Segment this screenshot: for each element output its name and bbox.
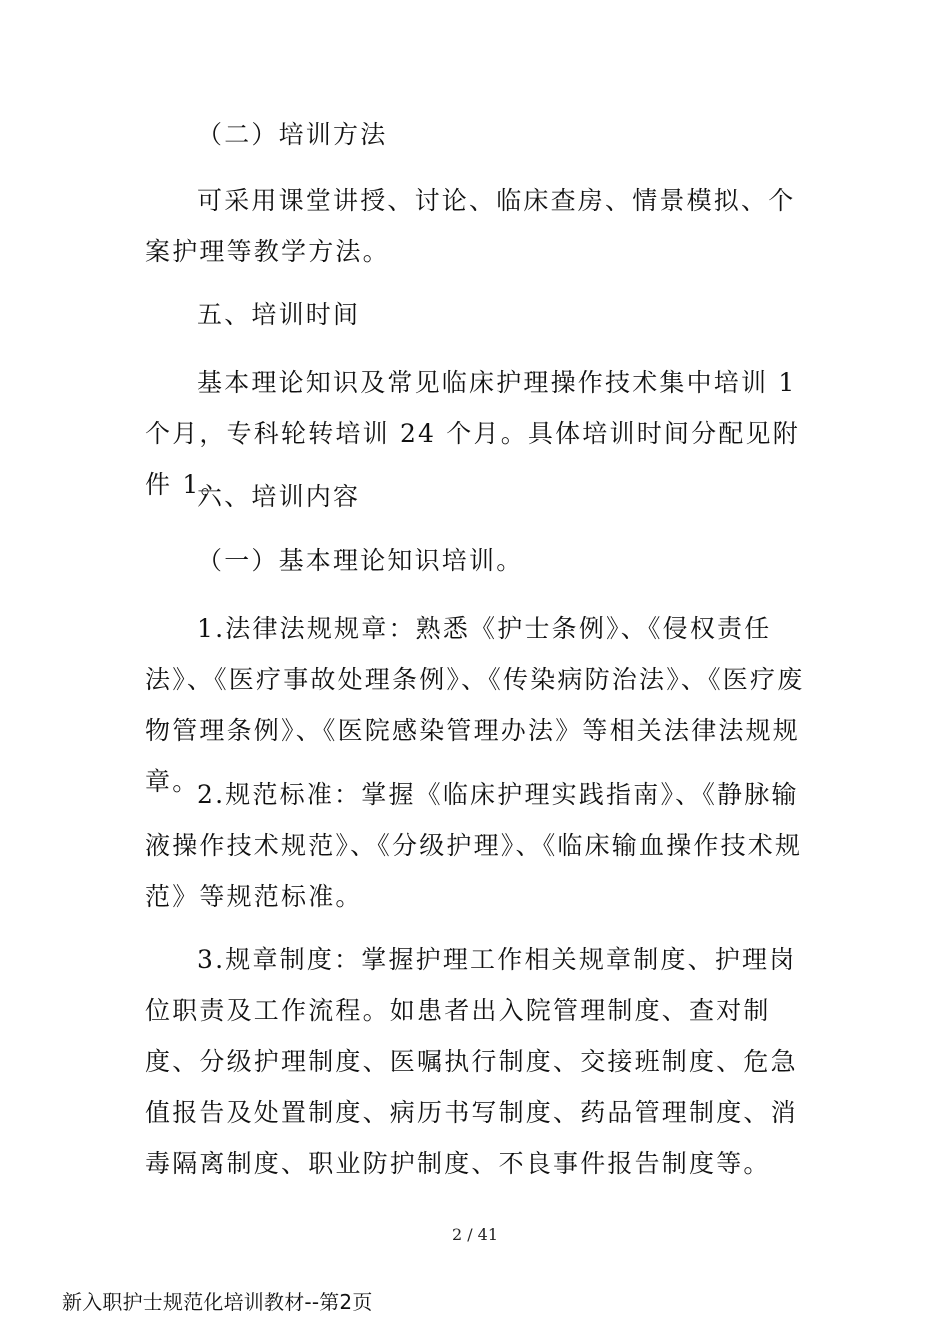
footer-title: 新入职护士规范化培训教材--第2页 bbox=[62, 1290, 373, 1314]
paragraph-rules-systems: 3.规章制度：掌握护理工作相关规章制度、护理岗位职责及工作流程。如患者出入院管理制度、查对制度、分级护理制度、医嘱执行制度、交接班制度、危急值报告及处置制度、病历书写制度、药品管理制度、消毒隔离制度、职业防护制度、不良事件报告制度等。 bbox=[145, 945, 798, 1178]
paragraph-laws-regulations: 1.法律法规规章：熟悉《护士条例》、《侵权责任法》、《医疗事故处理条例》、《传染病防治法》、《医疗废物管理条例》、《医院感染管理办法》等相关法律法规规章。 bbox=[145, 614, 805, 796]
section-heading-training-time: 五、培训时间 bbox=[197, 300, 361, 329]
paragraph-training-time: 基本理论知识及常见临床护理操作技术集中培训 1 个月，专科轮转培训 24 个月。具体培训时间分配见附件 1。 bbox=[145, 368, 800, 499]
paragraph-norms-standards: 2.规范标准：掌握《临床护理实践指南》、《静脉输液操作技术规范》、《分级护理》、《临床输血操作技术规范》等规范标准。 bbox=[145, 780, 803, 911]
page-number: 2 / 41 bbox=[451, 1225, 499, 1244]
subsection-heading-basic-theory: （一）基本理论知识培训。 bbox=[197, 546, 524, 575]
section-heading-training-content: 六、培训内容 bbox=[197, 482, 361, 511]
paragraph-training-method: 可采用课堂讲授、讨论、临床查房、情景模拟、个案护理等教学方法。 bbox=[145, 186, 796, 266]
section-heading-training-method: （二）培训方法 bbox=[197, 120, 388, 149]
